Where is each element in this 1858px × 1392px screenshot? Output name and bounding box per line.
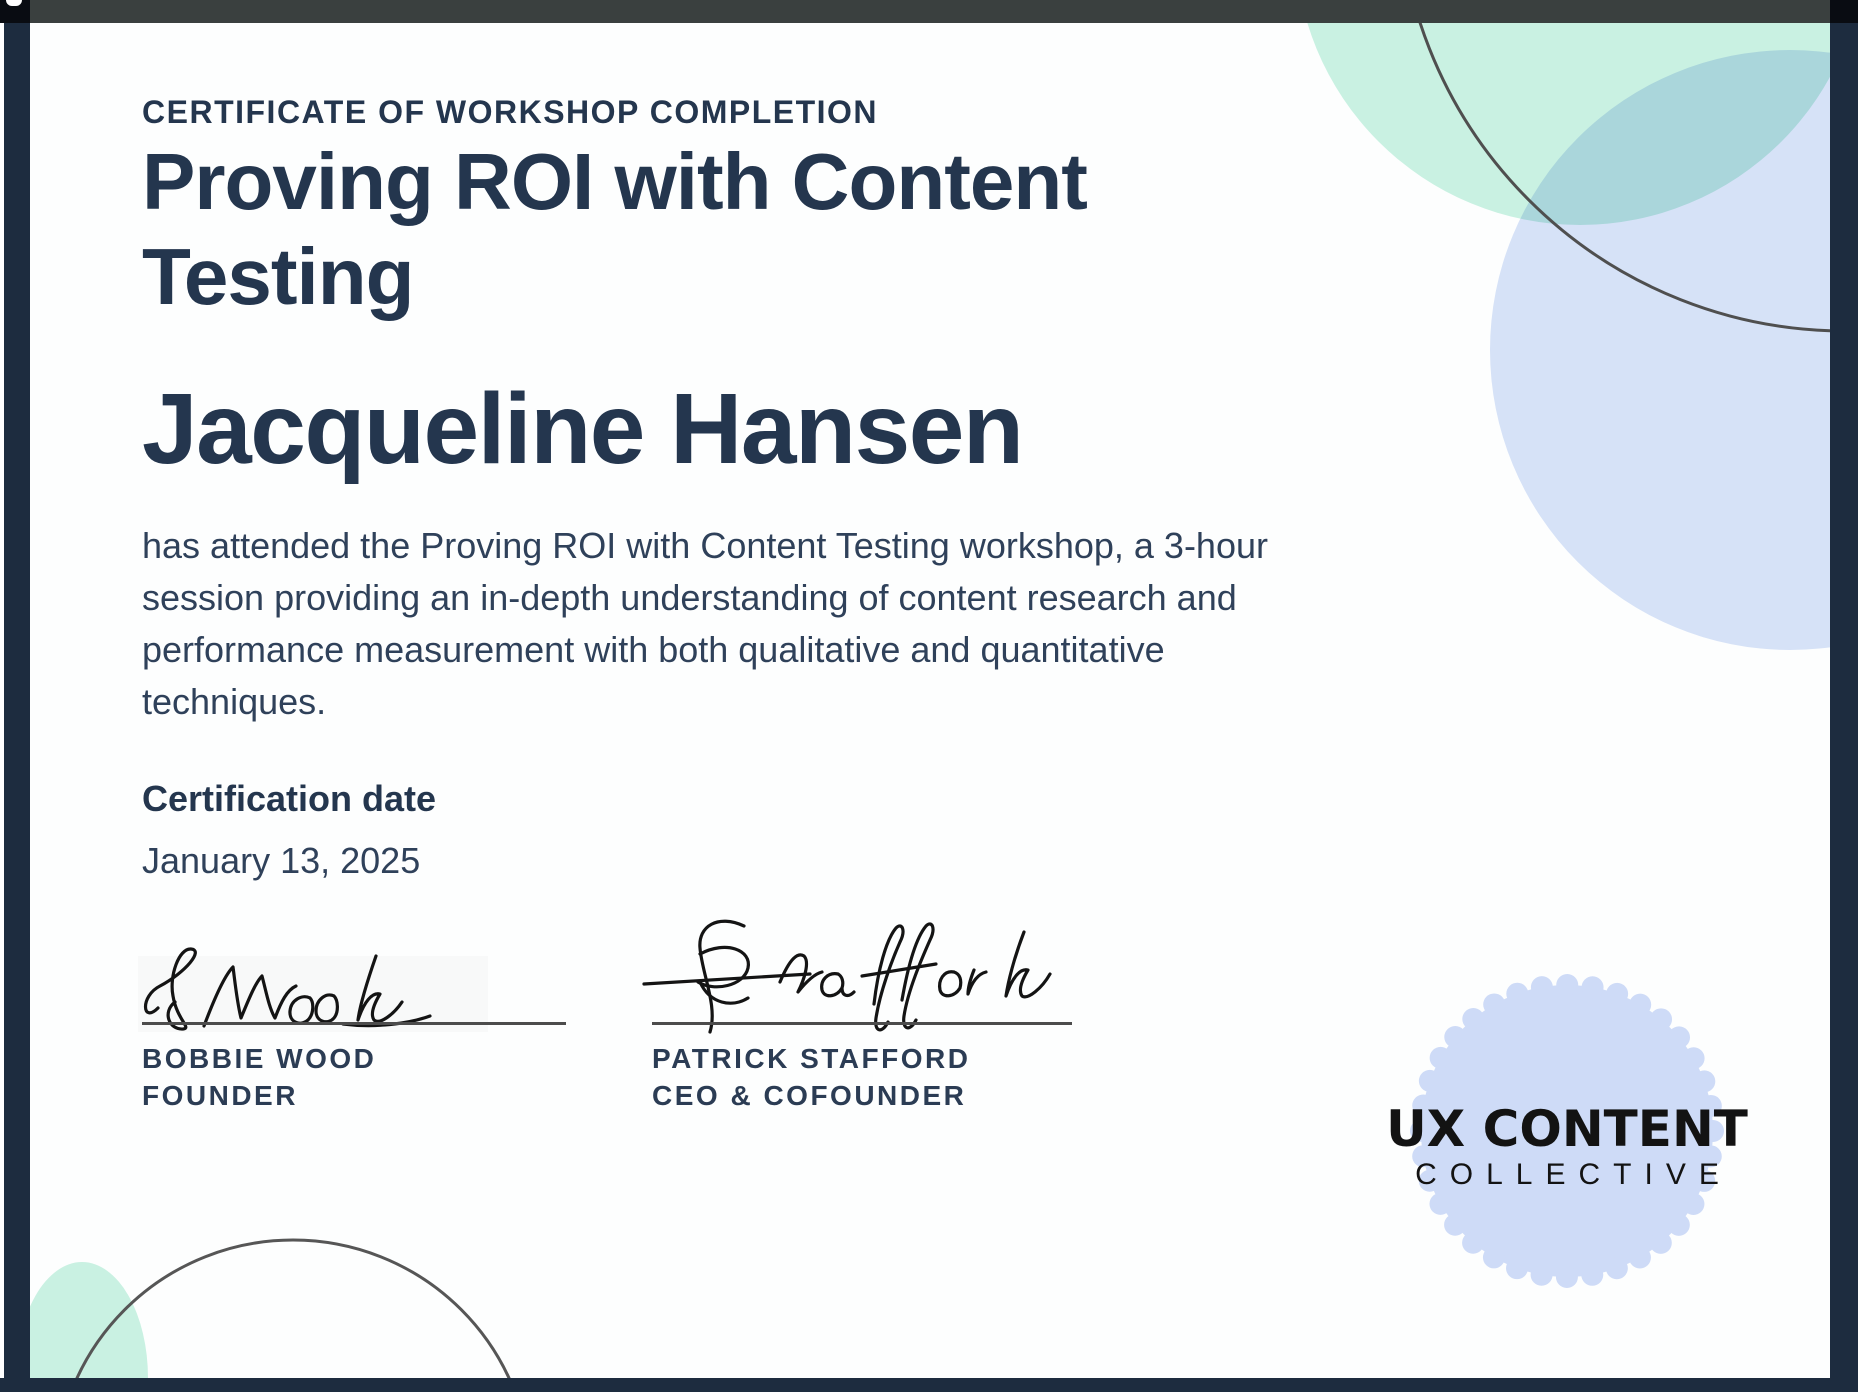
window-top-bar <box>0 0 1858 23</box>
frame-right-border <box>1830 23 1858 1392</box>
signatory-role: CEO & COFOUNDER <box>652 1080 967 1111</box>
signature-bobbie-wood <box>138 942 578 1034</box>
statement-line: performance measurement with both qualitative and quantitative <box>142 629 1165 670</box>
top-right-corner-box <box>1830 0 1858 23</box>
signature-line-left <box>142 1022 566 1025</box>
certification-date-value: January 13, 2025 <box>142 840 421 881</box>
statement-line: techniques. <box>142 681 327 722</box>
recipient-name: Jacqueline Hansen <box>142 373 1023 485</box>
signature-patrick-stafford <box>640 912 1100 1050</box>
certification-date-label: Certification date <box>142 778 437 819</box>
signatory-left <box>142 1040 376 1114</box>
signature-line-right <box>652 1022 1072 1025</box>
logo-line-collective: COLLECTIVE <box>1415 1158 1732 1191</box>
frame-bottom-border <box>0 1378 1858 1392</box>
certificate-eyebrow: CERTIFICATE OF WORKSHOP COMPLETION <box>142 94 879 130</box>
signatory-role: FOUNDER <box>142 1080 298 1111</box>
frame-left-border <box>4 23 30 1392</box>
top-left-corner-box <box>0 0 30 23</box>
logo-line-ux-content: UX CONTENT <box>1386 1100 1748 1158</box>
mint-dome-bottom-left <box>30 1262 148 1378</box>
top-left-glyph-fragment <box>6 0 22 6</box>
completion-statement <box>142 520 1442 728</box>
signatory-name: PATRICK STAFFORD <box>652 1043 971 1074</box>
workshop-title: Proving ROI with Content Testing <box>142 137 1087 321</box>
signatory-right <box>652 1040 970 1114</box>
statement-line: has attended the Proving ROI with Content Testing workshop, a 3-hour <box>142 525 1268 566</box>
statement-line: session providing an in-depth understanding of content research and <box>142 577 1237 618</box>
signatory-name: BOBBIE WOOD <box>142 1043 377 1074</box>
